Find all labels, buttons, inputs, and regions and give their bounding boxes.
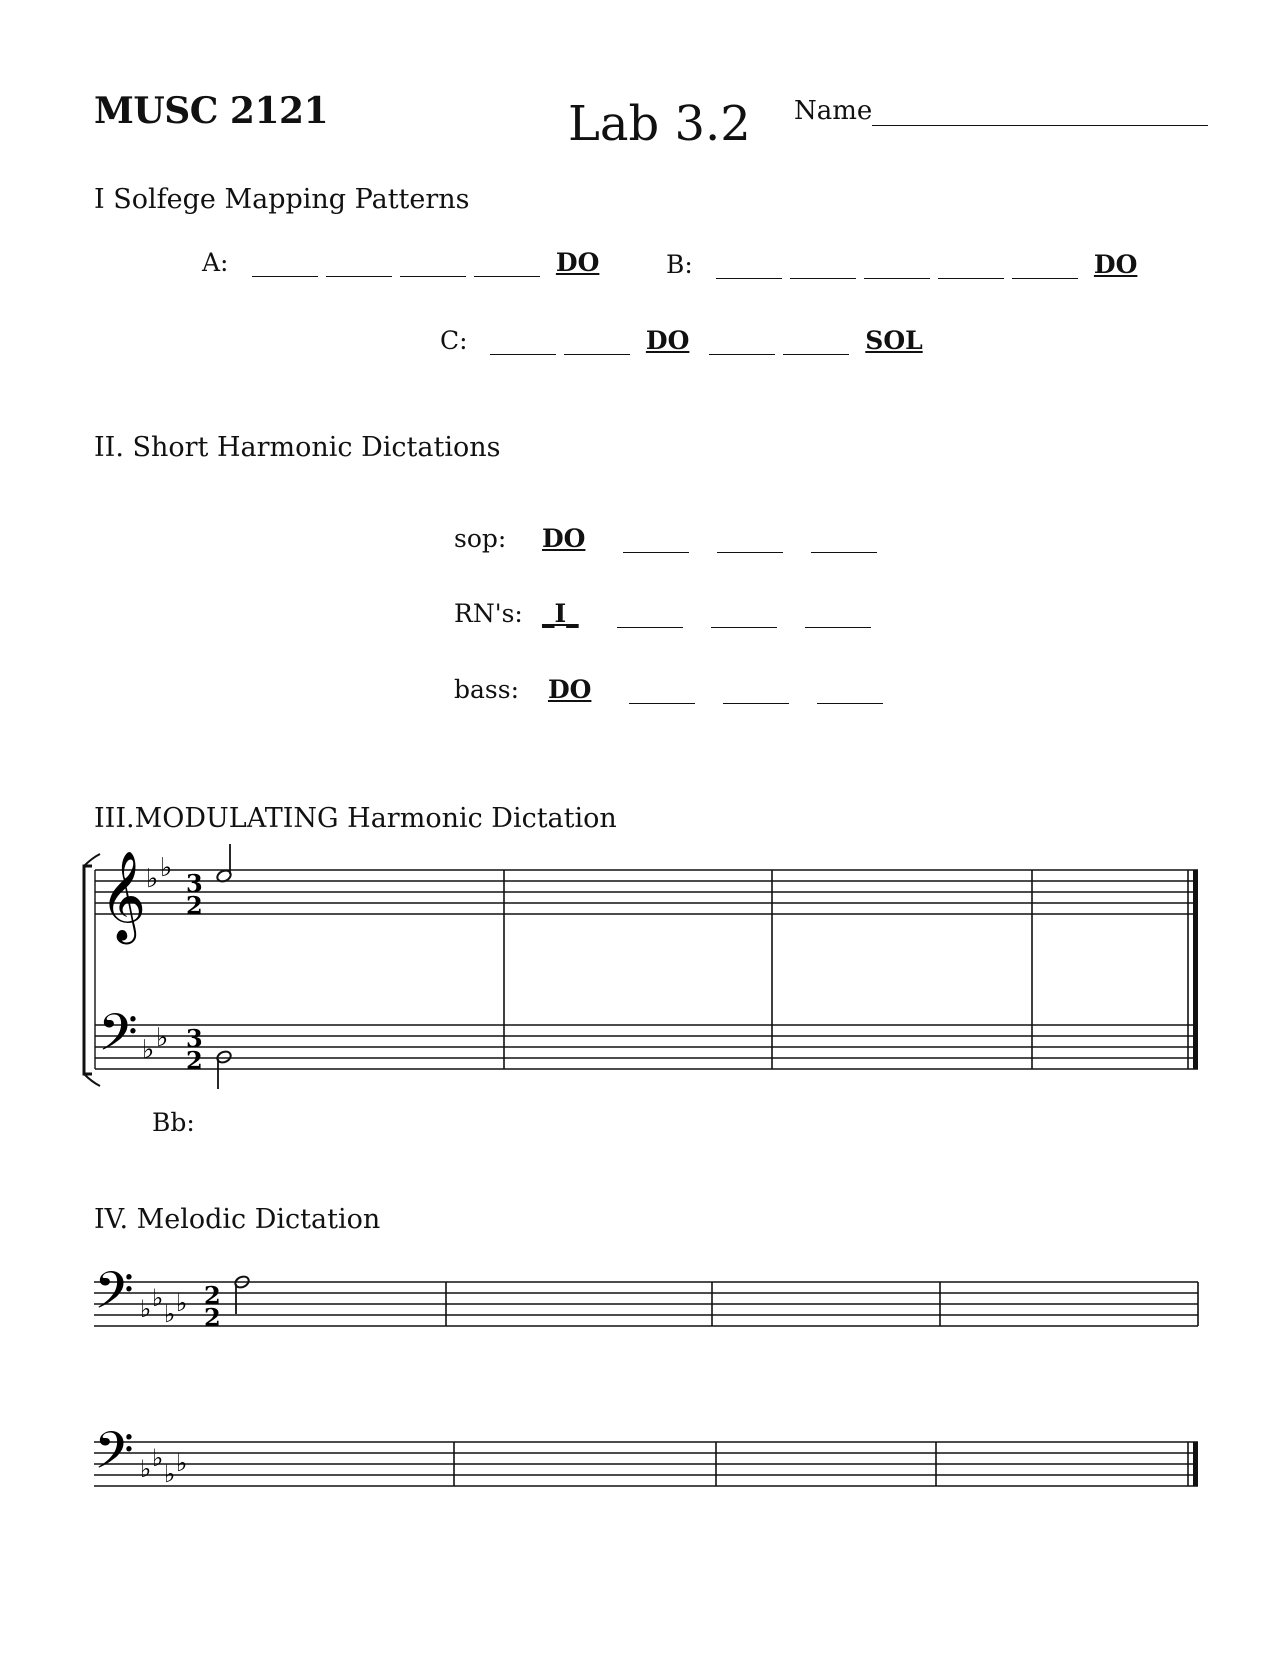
flat-icon: ♭: [152, 1284, 164, 1312]
section-2-title: II. Short Harmonic Dictations: [94, 432, 501, 463]
treble-clef-icon: 𝄞: [100, 851, 147, 941]
barlines: [504, 870, 1032, 1069]
system-bracket: [84, 866, 92, 1074]
flat-icon: ♭: [152, 1444, 164, 1472]
time-sig-top: 3: [186, 1024, 203, 1053]
pattern-b: [666, 250, 1149, 279]
time-sig-top: 2: [204, 1281, 221, 1310]
flat-icon: ♭: [160, 853, 173, 883]
harmonic-row-sop: [454, 524, 885, 553]
pattern-c-label: C:: [440, 326, 468, 355]
answer-blank[interactable]: [938, 256, 1004, 279]
row-given: DO: [541, 524, 586, 553]
pattern-c: [440, 326, 935, 355]
bass-clef-icon: 𝄢: [94, 1260, 134, 1333]
harmonic-row-rn: [454, 599, 879, 628]
answer-blank[interactable]: [783, 332, 849, 355]
section-4-title: IV. Melodic Dictation: [94, 1204, 381, 1235]
flat-icon: ♭: [164, 1300, 176, 1328]
key-label: Bb:: [152, 1108, 195, 1137]
answer-blank[interactable]: [864, 256, 930, 279]
grand-staff: [0, 840, 1280, 1100]
answer-blank[interactable]: [811, 530, 877, 553]
row-given: _I_: [541, 599, 579, 628]
answer-blank[interactable]: [474, 254, 540, 277]
pattern-a: [202, 248, 611, 277]
flat-icon: ♭: [146, 864, 159, 894]
time-sig-bottom: 2: [186, 1046, 203, 1075]
time-sig-top: 3: [186, 869, 203, 898]
pattern-c-given-sol: SOL: [865, 326, 923, 355]
lab-title: Lab 3.2: [568, 96, 751, 152]
final-barline-thick: [1193, 870, 1198, 1069]
time-sig-bottom: 2: [204, 1303, 221, 1332]
answer-blank[interactable]: [400, 254, 466, 277]
answer-blank[interactable]: [709, 332, 775, 355]
answer-blank[interactable]: [490, 332, 556, 355]
name-label: Name: [794, 96, 873, 126]
pattern-a-label: A:: [202, 248, 229, 277]
pattern-b-given: DO: [1093, 250, 1138, 279]
pattern-b-label: B:: [666, 250, 693, 279]
row-label: RN's:: [454, 599, 523, 628]
time-sig-bottom: 2: [186, 891, 203, 920]
flat-icon: ♭: [156, 1023, 169, 1053]
flat-icon: ♭: [164, 1460, 176, 1488]
melodic-staff-2: [0, 1420, 1280, 1520]
section-1-title: I Solfege Mapping Patterns: [94, 184, 470, 215]
flat-icon: ♭: [176, 1289, 188, 1317]
answer-blank[interactable]: [716, 256, 782, 279]
row-label: bass:: [454, 675, 519, 704]
flat-icon: ♭: [142, 1035, 155, 1065]
answer-blank[interactable]: [805, 605, 871, 628]
bass-clef-icon: 𝄢: [94, 1420, 134, 1493]
row-given: DO: [547, 675, 592, 704]
flat-icon: ♭: [140, 1455, 152, 1483]
answer-blank[interactable]: [629, 681, 695, 704]
answer-blank[interactable]: [817, 681, 883, 704]
answer-blank[interactable]: [617, 605, 683, 628]
harmonic-row-bass: [454, 675, 891, 704]
name-blank[interactable]: [872, 101, 1208, 126]
final-barline-thick: [1193, 1442, 1198, 1486]
flat-icon: ♭: [140, 1295, 152, 1323]
bass-clef-icon: 𝄢: [98, 1002, 138, 1075]
course-code: MUSC 2121: [94, 90, 329, 132]
name-field[interactable]: [794, 96, 1208, 126]
answer-blank[interactable]: [723, 681, 789, 704]
row-label: sop:: [454, 524, 507, 553]
answer-blank[interactable]: [564, 332, 630, 355]
pattern-a-given: DO: [555, 248, 600, 277]
pattern-c-given-do: DO: [645, 326, 690, 355]
answer-blank[interactable]: [1012, 256, 1078, 279]
answer-blank[interactable]: [711, 605, 777, 628]
section-3-title: III.MODULATING Harmonic Dictation: [94, 803, 617, 834]
melodic-staff-1: [0, 1260, 1280, 1360]
flat-icon: ♭: [176, 1449, 188, 1477]
answer-blank[interactable]: [623, 530, 689, 553]
answer-blank[interactable]: [326, 254, 392, 277]
answer-blank[interactable]: [252, 254, 318, 277]
answer-blank[interactable]: [717, 530, 783, 553]
answer-blank[interactable]: [790, 256, 856, 279]
